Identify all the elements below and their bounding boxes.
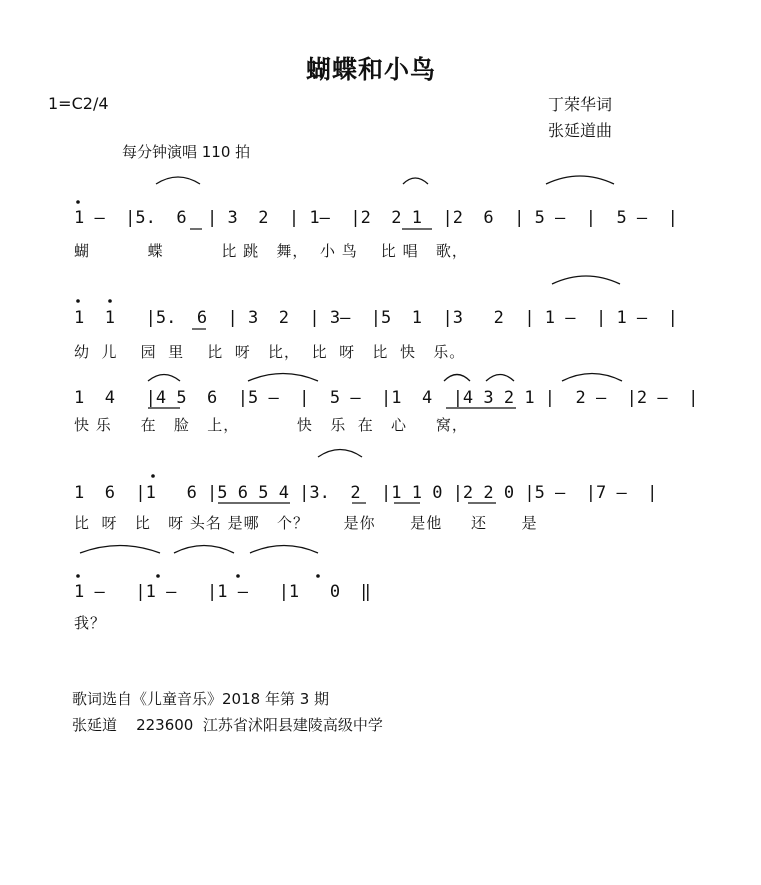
notation-line-3: 1 4 |4 5 6 |5 — | 5 — |1 4 |4 3 2 1 | 2 — |2 — | [74, 388, 699, 408]
lyrics-line-2: 幼 儿 园 里 比 呀 比， 比 呀 比 快 乐。 [74, 343, 466, 361]
tie-mark [552, 276, 620, 284]
lyricist-credit: 丁荣华词 [548, 95, 613, 114]
notation-line-2: 1 1 |5. 6 | 3 2 | 3— |5 1 |3 2 | 1 — | 1 — | [74, 308, 678, 328]
composer-credit: 张延道曲 [548, 121, 613, 140]
octave-dot [108, 299, 112, 303]
tie-mark [486, 375, 514, 382]
notation-line-1: 1 — |5. 6 | 3 2 | 1— |2 2 1 |2 6 | 5 — | 5 — | [74, 208, 678, 228]
lyrics-line-4: 比 呀 比 呀 头名 是哪 个？ 是你 是他 还 是 [74, 514, 538, 532]
octave-dot [151, 474, 155, 478]
octave-dot [156, 574, 160, 578]
source-note: 歌词选自《儿童音乐》2018 年第 3 期 [72, 690, 330, 708]
octave-dot [76, 574, 80, 578]
key-signature: 1=C2/4 [48, 94, 109, 113]
tie-mark [403, 178, 428, 184]
tie-mark [156, 177, 200, 184]
notation-line-4: 1 6 |1 6 |5 6 5 4 |3. 2 |1 1 0 |2 2 0 |5 — |7 — | [74, 483, 658, 503]
song-title: 蝴蝶和小鸟 [306, 55, 437, 84]
tie-mark [444, 375, 470, 382]
tie-mark [546, 176, 614, 184]
octave-dot [236, 574, 240, 578]
tie-mark [250, 546, 318, 554]
lyrics-line-3: 快 乐 在 脸 上， 快 乐 在 心 窝， [74, 416, 468, 434]
tie-mark [80, 546, 160, 554]
notation-line-5: 1 — |1 — |1 — |1 0 ‖ [74, 582, 371, 602]
tie-mark [148, 375, 180, 382]
tie-mark [318, 450, 362, 458]
octave-dot [76, 299, 80, 303]
lyrics-line-5: 我？ [74, 614, 107, 632]
tie-mark [174, 546, 234, 554]
octave-dot [316, 574, 320, 578]
tempo-marking: 每分钟演唱 110 拍 [122, 143, 251, 161]
tie-mark [562, 374, 622, 382]
lyrics-line-1: 蝴 蝶 比 跳 舞， 小 鸟 比 唱 歌， [74, 242, 468, 260]
author-address: 张延道 223600 江苏省沭阳县建陵高级中学 [72, 716, 383, 734]
octave-dot [76, 200, 80, 204]
tie-mark [248, 374, 318, 382]
